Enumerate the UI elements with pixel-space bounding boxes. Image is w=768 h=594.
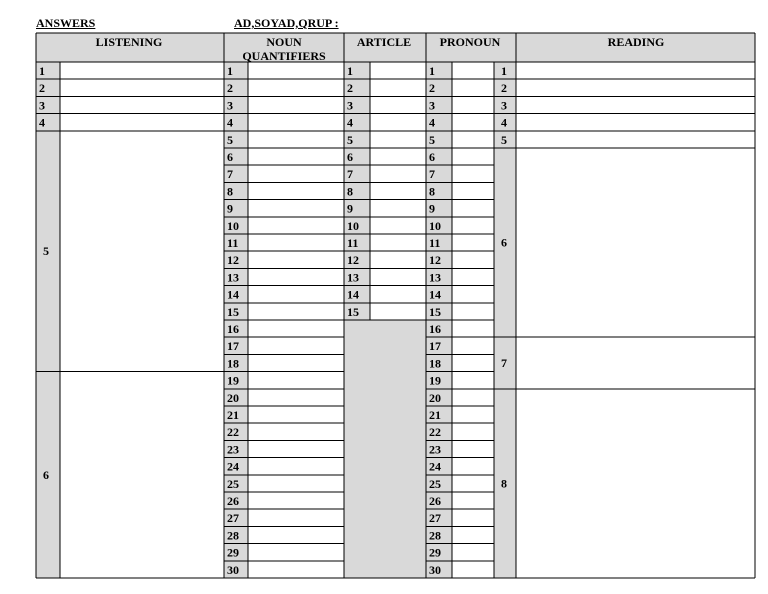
article-answer-4[interactable] [370, 114, 426, 131]
noun-answer-24[interactable] [248, 458, 344, 475]
pronoun-answer-24[interactable] [452, 458, 494, 475]
pronoun-number: 10 [429, 218, 441, 233]
listening-number: 4 [39, 115, 45, 130]
pronoun-answer-11[interactable] [452, 234, 494, 251]
pronoun-answer-21[interactable] [452, 406, 494, 423]
pronoun-answer-30[interactable] [452, 561, 494, 578]
listening-number: 3 [39, 98, 45, 113]
article-answer-7[interactable] [370, 165, 426, 182]
noun-number: 2 [227, 81, 233, 96]
listening-number: 1 [39, 64, 45, 78]
noun-answer-14[interactable] [248, 286, 344, 303]
noun-answer-17[interactable] [248, 337, 344, 354]
noun-number: 29 [227, 545, 239, 560]
listening-answer-3[interactable] [60, 96, 224, 113]
article-answer-2[interactable] [370, 79, 426, 96]
noun-number: 3 [227, 98, 233, 113]
pronoun-number: 21 [429, 408, 441, 422]
pronoun-number: 14 [429, 287, 441, 302]
noun-answer-2[interactable] [248, 79, 344, 96]
pronoun-number: 11 [429, 236, 441, 250]
pronoun-number: 25 [429, 476, 441, 491]
pronoun-answer-29[interactable] [452, 544, 494, 561]
listening-answer-5[interactable] [60, 131, 224, 372]
pronoun-number: 24 [429, 459, 441, 474]
noun-number: 4 [227, 115, 233, 130]
pronoun-number: 17 [429, 339, 441, 354]
reading-answer-2[interactable] [516, 79, 755, 96]
pronoun-number: 15 [429, 304, 441, 319]
listening-answer-6[interactable] [60, 372, 224, 578]
noun-answer-28[interactable] [248, 526, 344, 543]
noun-number: 20 [227, 390, 239, 405]
article-number: 4 [347, 115, 353, 130]
article-number: 6 [347, 150, 353, 164]
article-answer-8[interactable] [370, 182, 426, 199]
listening-answer-2[interactable] [60, 79, 224, 96]
article-answer-1[interactable] [370, 62, 426, 79]
article-number: 3 [347, 98, 353, 113]
pronoun-answer-26[interactable] [452, 492, 494, 509]
noun-number: 19 [227, 373, 239, 388]
pronoun-number: 6 [429, 150, 435, 164]
article-number: 9 [347, 201, 353, 216]
header-pronoun: PRONOUN [439, 35, 501, 49]
article-answer-5[interactable] [370, 131, 426, 148]
noun-answer-18[interactable] [248, 354, 344, 371]
pronoun-answer-9[interactable] [452, 200, 494, 217]
pronoun-answer-5[interactable] [452, 131, 494, 148]
pronoun-answer-18[interactable] [452, 354, 494, 371]
pronoun-answer-7[interactable] [452, 165, 494, 182]
noun-answer-1[interactable] [248, 62, 344, 79]
pronoun-answer-15[interactable] [452, 303, 494, 320]
reading-answer-6[interactable] [516, 148, 755, 337]
pronoun-answer-4[interactable] [452, 114, 494, 131]
article-number: 12 [347, 253, 359, 268]
reading-number: 5 [501, 132, 507, 147]
article-number: 13 [347, 270, 359, 285]
reading-answer-7[interactable] [516, 337, 755, 389]
noun-answer-21[interactable] [248, 406, 344, 423]
pronoun-number: 13 [429, 270, 441, 285]
pronoun-number: 22 [429, 425, 441, 440]
noun-number: 11 [227, 236, 239, 250]
reading-answer-3[interactable] [516, 96, 755, 113]
noun-number: 1 [227, 64, 233, 78]
pronoun-number: 20 [429, 390, 441, 405]
pronoun-number: 12 [429, 253, 441, 268]
noun-answer-13[interactable] [248, 268, 344, 285]
listening-answer-1[interactable] [60, 62, 224, 79]
noun-number: 14 [227, 287, 239, 302]
pronoun-number: 19 [429, 373, 441, 388]
article-number: 14 [347, 287, 359, 302]
name-group-label: AD,SOYAD,QRUP : [234, 16, 339, 30]
noun-number: 27 [227, 511, 239, 526]
article-answer-14[interactable] [370, 286, 426, 303]
article-number: 10 [347, 218, 359, 233]
noun-number: 22 [227, 425, 239, 440]
noun-number: 25 [227, 476, 239, 491]
noun-answer-5[interactable] [248, 131, 344, 148]
article-number: 5 [347, 132, 353, 147]
reading-answer-1[interactable] [516, 62, 755, 79]
noun-answer-12[interactable] [248, 251, 344, 268]
pronoun-answer-13[interactable] [452, 268, 494, 285]
noun-answer-25[interactable] [248, 475, 344, 492]
noun-answer-15[interactable] [248, 303, 344, 320]
pronoun-number: 18 [429, 356, 441, 371]
pronoun-answer-2[interactable] [452, 79, 494, 96]
noun-number: 9 [227, 201, 233, 216]
pronoun-answer-27[interactable] [452, 509, 494, 526]
article-number: 8 [347, 184, 353, 199]
pronoun-answer-28[interactable] [452, 526, 494, 543]
noun-number: 7 [227, 167, 233, 182]
article-answer-11[interactable] [370, 234, 426, 251]
pronoun-number: 4 [429, 115, 435, 130]
article-answer-13[interactable] [370, 268, 426, 285]
pronoun-answer-3[interactable] [452, 96, 494, 113]
noun-number: 18 [227, 356, 239, 371]
article-number: 15 [347, 304, 359, 319]
noun-answer-30[interactable] [248, 561, 344, 578]
noun-number: 10 [227, 218, 239, 233]
noun-number: 12 [227, 253, 239, 268]
noun-answer-7[interactable] [248, 165, 344, 182]
noun-answer-29[interactable] [248, 544, 344, 561]
pronoun-number: 9 [429, 201, 435, 216]
article-answer-3[interactable] [370, 96, 426, 113]
header-noun-quantifiers-line2: QUANTIFIERS [242, 49, 326, 63]
noun-answer-16[interactable] [248, 320, 344, 337]
header-article: ARTICLE [356, 35, 412, 49]
pronoun-number: 28 [429, 528, 441, 543]
pronoun-answer-6[interactable] [452, 148, 494, 165]
header-noun-quantifiers-line1: NOUN [266, 35, 302, 49]
article-number: 1 [347, 64, 353, 78]
pronoun-answer-25[interactable] [452, 475, 494, 492]
reading-number: 3 [501, 98, 507, 113]
pronoun-number: 2 [429, 81, 435, 96]
noun-number: 15 [227, 304, 239, 319]
noun-number: 23 [227, 442, 239, 457]
pronoun-answer-19[interactable] [452, 372, 494, 389]
noun-answer-8[interactable] [248, 182, 344, 199]
pronoun-answer-16[interactable] [452, 320, 494, 337]
pronoun-answer-8[interactable] [452, 182, 494, 199]
header-listening: LISTENING [95, 35, 163, 49]
article-answer-9[interactable] [370, 200, 426, 217]
pronoun-answer-14[interactable] [452, 286, 494, 303]
reading-answer-8[interactable] [516, 389, 755, 578]
listening-number-column [36, 62, 60, 578]
article-empty-block [344, 320, 426, 578]
noun-number: 5 [227, 132, 233, 147]
article-answer-15[interactable] [370, 303, 426, 320]
reading-answer-4[interactable] [516, 114, 755, 131]
noun-number: 21 [227, 408, 239, 422]
noun-answer-11[interactable] [248, 234, 344, 251]
pronoun-answer-20[interactable] [452, 389, 494, 406]
pronoun-answer-23[interactable] [452, 440, 494, 457]
noun-number: 17 [227, 339, 239, 354]
reading-number: 2 [501, 81, 507, 96]
noun-number: 24 [227, 459, 239, 474]
reading-group-number: 8 [501, 476, 507, 491]
noun-answer-26[interactable] [248, 492, 344, 509]
noun-answer-3[interactable] [248, 96, 344, 113]
noun-number: 16 [227, 322, 239, 336]
noun-number: 6 [227, 150, 233, 164]
pronoun-number: 8 [429, 184, 435, 199]
noun-answer-9[interactable] [248, 200, 344, 217]
answers-label: ANSWERS [36, 16, 96, 30]
noun-answer-6[interactable] [248, 148, 344, 165]
article-number: 2 [347, 81, 353, 96]
article-answer-10[interactable] [370, 217, 426, 234]
pronoun-answer-10[interactable] [452, 217, 494, 234]
reading-group-number: 6 [501, 235, 507, 250]
pronoun-number: 30 [429, 562, 441, 577]
listening-answer-4[interactable] [60, 114, 224, 131]
listening-number: 2 [39, 81, 45, 96]
noun-answer-22[interactable] [248, 423, 344, 440]
noun-answer-10[interactable] [248, 217, 344, 234]
noun-number: 30 [227, 562, 239, 577]
noun-answer-19[interactable] [248, 372, 344, 389]
noun-number: 28 [227, 528, 239, 543]
article-answer-6[interactable] [370, 148, 426, 165]
noun-answer-27[interactable] [248, 509, 344, 526]
pronoun-answer-12[interactable] [452, 251, 494, 268]
header-reading: READING [607, 35, 665, 49]
pronoun-number: 26 [429, 494, 441, 508]
pronoun-number: 27 [429, 511, 441, 526]
pronoun-answer-22[interactable] [452, 423, 494, 440]
reading-answer-5[interactable] [516, 131, 755, 148]
noun-number: 13 [227, 270, 239, 285]
listening-group-number: 5 [43, 244, 49, 259]
pronoun-answer-17[interactable] [452, 337, 494, 354]
pronoun-number: 3 [429, 98, 435, 113]
pronoun-number: 29 [429, 545, 441, 560]
reading-number: 1 [501, 64, 507, 78]
noun-answer-4[interactable] [248, 114, 344, 131]
noun-answer-23[interactable] [248, 440, 344, 457]
reading-number: 4 [501, 115, 507, 130]
pronoun-number: 7 [429, 167, 435, 182]
noun-number: 26 [227, 494, 239, 508]
noun-number: 8 [227, 184, 233, 199]
noun-answer-20[interactable] [248, 389, 344, 406]
pronoun-number: 5 [429, 132, 435, 147]
pronoun-number: 16 [429, 322, 441, 336]
pronoun-answer-1[interactable] [452, 62, 494, 79]
article-number: 11 [347, 236, 359, 250]
reading-group-number: 7 [501, 356, 507, 370]
article-number: 7 [347, 167, 353, 182]
article-answer-12[interactable] [370, 251, 426, 268]
pronoun-number: 1 [429, 64, 435, 78]
listening-group-number: 6 [43, 467, 49, 482]
pronoun-number: 23 [429, 442, 441, 457]
